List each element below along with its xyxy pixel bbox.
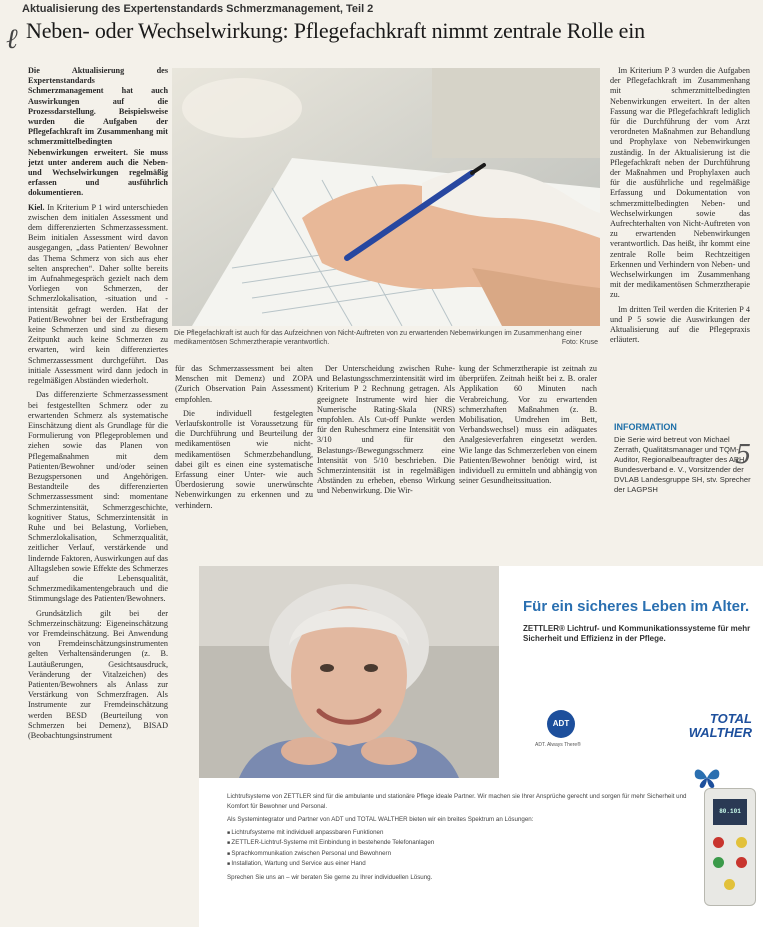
info-box [614, 422, 754, 495]
info-title: INFORMATION [614, 422, 677, 432]
article-lead: Die Aktualisierung des Expertenstandards Schmerzmanagement hat auch Auswirkungen auf die Prozessdarstellung. Beispielsweise wurden die Aufgaben der Pflegefachkraft im Zusammenhang mit schmerzmittelbedingten Nebenwirkungen erweitert. Sie muss jetzt unter anderem auch die Neben- und Wechselwirkungen regelmäßig erfassen und ausführlich dokumentieren. [28, 66, 168, 198]
article-paragraph: für das Schmerzassessment bei alten Menschen mit Demenz) und ZOPA (Zurich Observation Pain Assessment) empfohlen. [175, 364, 313, 404]
article-column-mid-1 [175, 364, 313, 544]
article-paragraph: Grundsätzlich gilt bei der Schmerzeinschätzung: Eigeneinschätzung vor Fremdeinschätzung. Bei Anwendung von Fremdeinschätzungsinstrumenten gelten Verhaltensänderungen (z. B. Lautäußerungen, Gesichtsausdruck, Veränderung der Vitalzeichen) des Patienten/Bewohners als Anlass zur Verstärkung von Schmerzfragen. Als Instrumente zur Fremdeinschätzung werden BESD (Beurteilung von Schmerzen bei Demenz), BISAD (Beobachtungsinstrument [28, 608, 168, 740]
ad-photo [199, 566, 499, 778]
device-button-yellow [736, 837, 747, 848]
ad-bullet-list [227, 828, 697, 870]
list-item: ■ ZETTLER-Lichtruf-Systeme mit Einbindung in bestehende Telefonanlagen [227, 838, 697, 849]
article-column-mid-2 [317, 364, 455, 544]
article-column-mid-3 [459, 364, 597, 544]
dateline: Kiel. [28, 202, 45, 212]
article-paragraph: Im dritten Teil werden die Kriterien P 4 und P 5 sowie die Auswirkungen der Aktualisierung auf die Pflegepraxis erläutert. [610, 304, 750, 345]
handwritten-number: 5 [735, 440, 752, 470]
article-paragraph: kung der Schmerztherapie ist zeitnah zu überprüfen. Zeitnah heißt bei z. B. oraler Applikation 60 Minuten nach Verabreichung. Vor zu erwartenden schmerzhaften Maßnahmen (z. B. Mobilisation, Umdrehen im Bett, Verbandswechsel) muss ein adäquates Analgesieverfahren eingesetzt werden. Wie lange das Schmerzerleben von einem Patienten/Bewohner benötigt wird, ist individuell zu ermitteln und abhängig von seiner Gesundheitssituation. [459, 364, 597, 486]
brand-line-1: TOTAL [709, 711, 752, 726]
caption-text: Die Pflegefachkraft ist auch für das Aufzeichnen von Nicht-Auftreten von zu erwartenden Nebenwirkungen im Zusammenhang einer medikamentösen Schmerztherapie verantwortlich. [174, 330, 582, 346]
headline: Neben- oder Wechselwirkung: Pflegefachkraft nimmt zentrale Rolle ein [26, 18, 645, 43]
article-paragraph [28, 203, 168, 387]
nurse-writing-illustration [172, 68, 600, 326]
list-item: ■ Sprachkommunikation zwischen Personal und Bewohnern [227, 849, 697, 860]
butterfly-icon [693, 766, 721, 790]
article-photo [172, 68, 600, 326]
ad-headline: Für ein sicheres Leben im Alter. [523, 598, 750, 615]
article-paragraph: Das differenzierte Schmerzassessment bei festgestellten Schmerz oder zu erwartenden Schmerz als systematische Einschätzung dient als Grundlage für die Formulierung von Pflegeproblemen und ziehen sowie das Planen von Pflegemaßnahmen mit dem Patienten/Bewohner und/oder seinen Bezugspersonen und Angehörigen. Bestandteile des differenzierten Schmerzassessment sind: momentane Schmerzintensität, Schmerzgeschichte, kognitiver Status, Schmerzintensität in Ruhe und bei Belastung, Vorlieben, Schmerzlokalisation, Schmerzqualität, zeitlicher Verlauf, verstärkende und lindernde Faktoren, Auswirkungen auf das Alltagsleben sowie Effekte des Schmerzes auf die Lebensqualität, Schmerzmedikamentengebrauch und die Stimmungslage des Patienten/Bewohners. [28, 390, 168, 604]
article-column-left [28, 66, 168, 924]
device-button-green [713, 857, 724, 868]
ad-lead: Als Systemintegrator und Partner von ADT und TOTAL WALTHER bieten wir ein breites Spektrum an Lösungen: [227, 816, 534, 823]
device-button-red [713, 837, 724, 848]
device-button-red-2 [736, 857, 747, 868]
info-text: Die Serie wird betreut von Michael Zerrath, Qualitätsmanager und TQM-Auditor, Regionalbeauftragter des APH Bundesverband e. V., Vorsitzender der DVLAB Landesgruppe SH, stv. Sprecher der LAGPSH [614, 435, 751, 494]
call-device [704, 788, 756, 906]
photo-credit: Foto: Kruse [561, 339, 598, 346]
article-paragraph: Die individuell festgelegten Verlaufskontrolle ist Voraussetzung für die Durchführung und Beurteilung der medikamentösen wie nicht-medikamentösen Schmerzbehandlung, dabei gilt es einen eine systematische Erfassung einer Unter- wie auch Überdosierung sowie unerwünschte Nebenwirkungen zu erkennen und zu verhindern. [175, 408, 313, 510]
total-walther-logo [664, 712, 752, 740]
list-item: ■ Lichtrufsysteme mit individuell anpassbaren Funktionen [227, 828, 697, 839]
paragraph-text: In Kriterium P 1 wird unterschieden zwischen dem initialen Assessment und dem differenzierten Schmerzassessment. Beim initialen Assessment wird davon ausgegangen, „dass Patienten/ Bewohner das Thema Schmerz von sich aus eher selten ansprechen“. Daher sollte bereits im Aufnahmegespräch gezielt nach dem Vorliegen von Schmerzen, der Schmerzlokalisation, -situation und -intensität gefragt werden. Hat der Patient/Bewohner bei der Erstbefragung keine Schmerzen und sind zu diesem Zeitpunkt auch keine Schmerzen zu erwarten, wird kein differenziertes Schmerzassessment durchgeführt. Das initiale Assessment wird dann jedoch in regelmäßigen Abständen wiederholt. [28, 202, 168, 386]
brand-line-2: WALTHER [688, 725, 752, 740]
ad-body [227, 792, 697, 882]
ad-intro: Lichtrufsysteme von ZETTLER sind für die ambulante und stationäre Pflege ideale Partner. Wir machen sie Ihrer Ansprüche gerecht und sorgen für mehr Sicherheit und Komfort für Bewohner und Personal. [227, 793, 687, 810]
photo-caption [174, 329, 598, 347]
article-column-right [610, 66, 750, 414]
ad-subheadline: ZETTLER® Lichtruf- und Kommunikationssysteme für mehr Sicherheit und Effizienz in der Pflege. [523, 624, 751, 643]
device-button-yellow-2 [724, 879, 735, 890]
article-paragraph: Im Kriterium P 3 wurden die Aufgaben der Pflegefachkraft im Zusammenhang mit schmerzmittelbedingten Nebenwirkungen erweitert. In der alten Fassung war die Pflegefachkraft lediglich für die Durchführung der vom Arzt verordneten Maßnahmen zur Behandlung und Prophylaxe von Nebenwirkungen zuständig. In der Aktualisierung ist die Pflegefachkraft neben der Durchführung der Maßnahmen und Prophylaxen auch für die ausführliche und regelmäßige Erfassung und Dokumentation von schmerzmittelbedingten Neben- und Wechselwirkungen sowie das Aufrechterhalten von Nicht-Auftreten von zu erwartenden Nebenwirkungen verantwortlich. Das heißt, ihr kommt eine zentrale Rolle beim Rechtzeitigen Erkennen und Verhindern von Neben- und Wechselwirkungen im Zusammenhang mit der medikamentösen Schmerztherapie zu. [610, 66, 750, 300]
ad-outro: Sprechen Sie uns an – wir beraten Sie gerne zu Ihrer individuellen Lösung. [227, 873, 433, 881]
elderly-woman-portrait-illustration [199, 566, 499, 778]
list-item: ■ Installation, Wartung und Service aus einer Hand [227, 859, 697, 870]
adt-tagline: ADT. Always There® [535, 742, 581, 748]
handwritten-mark-icon [758, 448, 762, 478]
article-paragraph: Der Unterscheidung zwischen Ruhe- und Belastungsschmerzintensität wird im Kriterium P 2 Rechnung getragen. Als geeignete Instrumente wird hier die Numerische Rating-Skala (NRS) empfohlen. Als Cut-off Punkte werden für den Ruheschmerz eine Intensität von 3/10 und für den Belastungs-/Bewegungsschmerz eine Intensität von 5/10 beschrieben. Die Schmerzintensität ist in regelmäßigen Abständen zu erheben, ebenso Wirkung und Nebenwirkung. Die Wir- [317, 364, 455, 496]
kicker: Aktualisierung des Expertenstandards Schmerzmanagement, Teil 2 [22, 3, 374, 15]
advertisement [199, 566, 763, 927]
margin-mark-icon: ℓ [6, 22, 18, 55]
adt-logo: ADT [547, 710, 575, 738]
device-screen: 80.101 [713, 799, 747, 825]
